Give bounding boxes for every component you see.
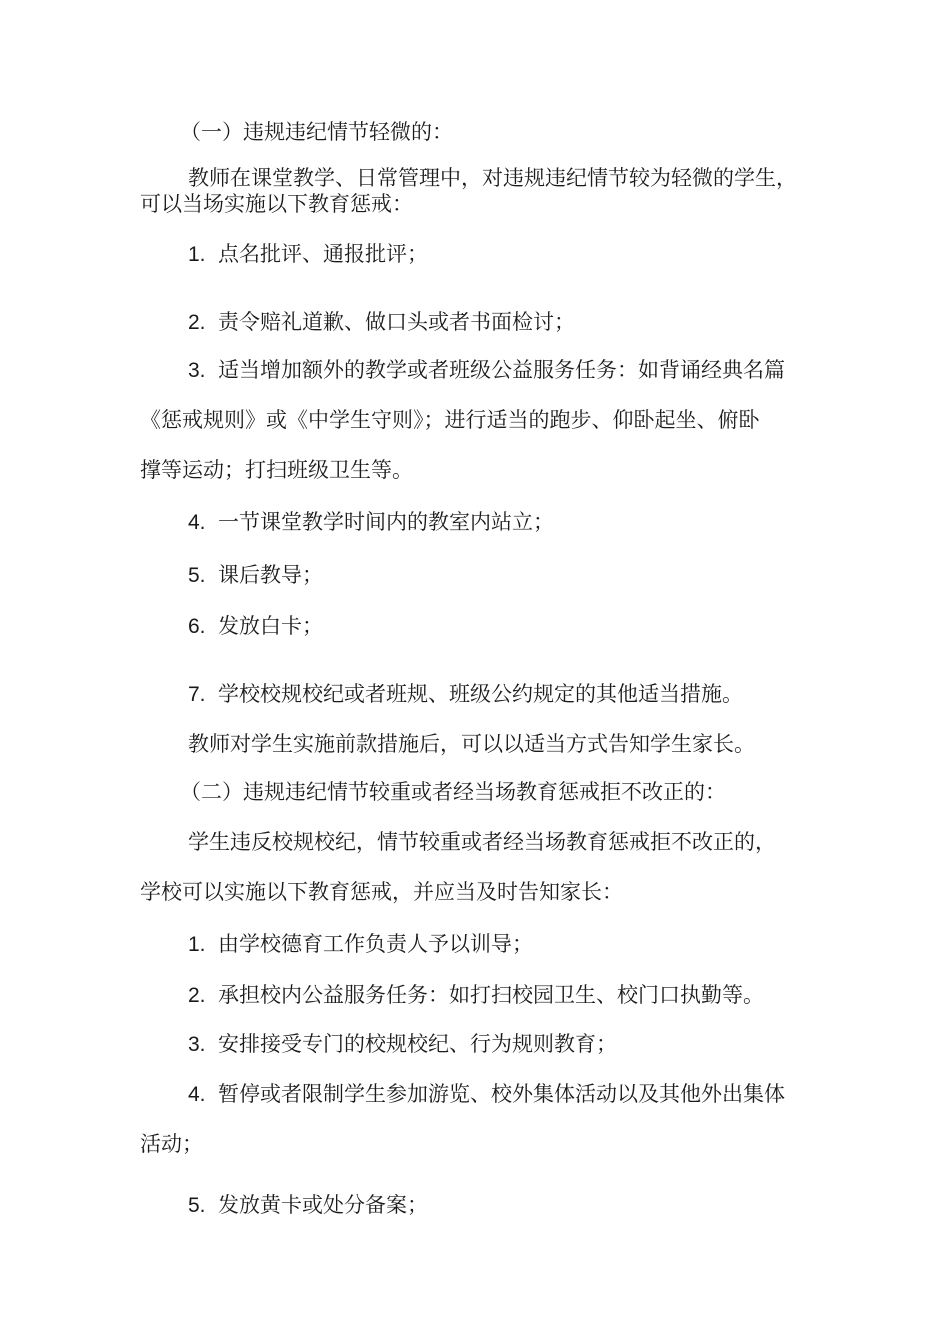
list-item-text: 由学校德育工作负责人予以训导； xyxy=(218,932,533,956)
section2-item-4 xyxy=(188,1080,785,1109)
section1-closing: 教师对学生实施前款措施后，可以以适当方式告知学生家长。 xyxy=(188,732,755,756)
list-number: 3. xyxy=(188,1033,206,1056)
list-item-text: 学校校规校纪或者班规、班级公约规定的其他适当措施。 xyxy=(218,682,743,706)
list-number: 4. xyxy=(188,1083,206,1106)
list-item-text: 发放白卡； xyxy=(218,614,323,638)
list-item-text: 适当增加额外的教学或者班级公益服务任务：如背诵经典名篇 xyxy=(218,358,785,382)
list-item-text: 点名批评、通报批评； xyxy=(218,242,428,266)
list-item-text: 承担校内公益服务任务：如打扫校园卫生、校门口执勤等。 xyxy=(218,983,764,1007)
section1-heading: （一）违规违纪情节轻微的： xyxy=(180,120,453,144)
list-number: 1. xyxy=(188,243,206,266)
list-number: 3. xyxy=(188,359,206,382)
list-item-text: 课后教导； xyxy=(218,563,323,587)
section1-intro-line1: 教师在课堂教学、日常管理中，对违规违纪情节较为轻微的学生， xyxy=(188,166,797,190)
section1-item-7 xyxy=(188,680,743,709)
list-number: 7. xyxy=(188,683,206,706)
section1-item-4 xyxy=(188,508,554,537)
section1-item-3-line2: 《惩戒规则》或《中学生守则》；进行适当的跑步、仰卧起坐、俯卧 xyxy=(140,408,760,432)
section2-item-3 xyxy=(188,1030,617,1059)
list-item-text: 发放黄卡或处分备案； xyxy=(218,1193,428,1217)
list-number: 4. xyxy=(188,511,206,534)
section1-item-3-line3: 撑等运动；打扫班级卫生等。 xyxy=(140,458,413,482)
list-item-text: 暂停或者限制学生参加游览、校外集体活动以及其他外出集体 xyxy=(218,1082,785,1106)
list-number: 2. xyxy=(188,984,206,1007)
section2-item-1 xyxy=(188,930,533,959)
section1-intro-line2: 可以当场实施以下教育惩戒： xyxy=(140,192,413,216)
section2-intro-line2: 学校可以实施以下教育惩戒，并应当及时告知家长： xyxy=(140,880,623,904)
section1-item-6 xyxy=(188,612,323,641)
section2-item-2 xyxy=(188,981,764,1010)
section1-item-2 xyxy=(188,308,575,337)
list-number: 1. xyxy=(188,933,206,956)
list-item-text: 安排接受专门的校规校纪、行为规则教育； xyxy=(218,1032,617,1056)
list-number: 2. xyxy=(188,311,206,334)
list-item-text: 一节课堂教学时间内的教室内站立； xyxy=(218,510,554,534)
section2-item-4-line2: 活动； xyxy=(140,1132,203,1156)
section1-item-1 xyxy=(188,240,428,269)
section2-heading: （二）违规违纪情节较重或者经当场教育惩戒拒不改正的： xyxy=(180,780,726,804)
list-number: 6. xyxy=(188,615,206,638)
list-number: 5. xyxy=(188,564,206,587)
section2-intro-line1: 学生违反校规校纪，情节较重或者经当场教育惩戒拒不改正的， xyxy=(188,830,776,854)
section2-item-5 xyxy=(188,1191,428,1220)
section1-item-5 xyxy=(188,561,323,590)
list-item-text: 责令赔礼道歉、做口头或者书面检讨； xyxy=(218,310,575,334)
section1-item-3 xyxy=(188,356,785,385)
list-number: 5. xyxy=(188,1194,206,1217)
